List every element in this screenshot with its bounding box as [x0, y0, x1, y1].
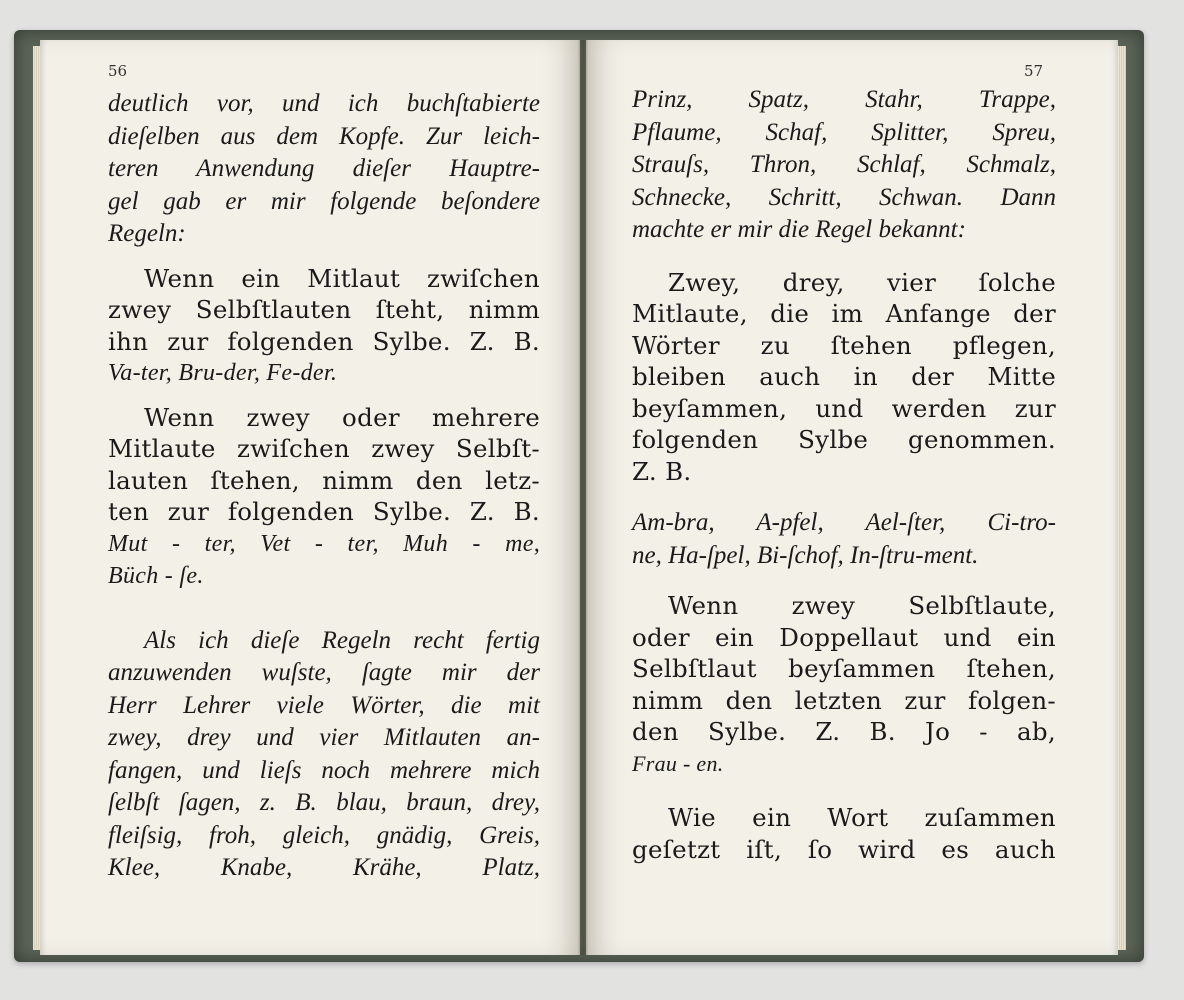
text-line: Am-bra, A-pfel, Ael-ſter, Ci-tro-: [632, 509, 1056, 536]
text-line: ten zur folgenden Sylbe. Z. B.: [108, 497, 540, 526]
left-page-text: [108, 88, 540, 885]
text-line: ſelbſt ſagen, z. B. blau, braun, drey,: [108, 789, 540, 816]
text-line: Prinz, Spatz, Stahr, Trappe,: [632, 86, 1056, 113]
text-line: geſetzt iſt, ſo wird es auch: [632, 834, 1056, 864]
text-line: ihn zur folgenden Sylbe. Z. B.: [108, 326, 540, 356]
text-line: zwey, drey und vier Mitlauten an-: [108, 724, 540, 751]
text-line: Pflaume, Schaf, Splitter, Spreu,: [632, 118, 1056, 146]
text-line: Z. B.: [632, 456, 692, 486]
text-line: zwey Selbſtlauten ſteht, nimm: [108, 295, 540, 324]
text-line: Schnecke, Schritt, Schwan. Dann: [632, 183, 1056, 211]
rule-paragraph-4: [632, 590, 1056, 780]
text-line: folgenden Sylbe genommen.: [632, 425, 1056, 454]
rule-paragraph-3: [632, 267, 1056, 488]
text-line: beyſammen, und werden zur: [632, 393, 1056, 423]
text-line: Selbſtlaut beyſammen ſtehen,: [632, 654, 1056, 683]
text-line: machte er mir die Regel bekannt:: [632, 216, 966, 243]
rule-paragraph-1: [108, 263, 540, 390]
text-line: Wie ein Wort zuſammen: [668, 803, 1056, 832]
example-line: Mut - ter, Vet - ter, Muh - me,: [108, 530, 540, 557]
text-line: Mitlaute zwiſchen zwey Selbſt-: [108, 434, 540, 463]
text-line: Regeln:: [108, 220, 186, 247]
book-gutter: [578, 40, 588, 955]
text-line: bleiben auch in der Mitte: [632, 362, 1056, 391]
example-line: Büch - ſe.: [108, 563, 204, 589]
text-line: Wörter zu ſtehen pflegen,: [632, 330, 1056, 360]
text-line: Zwey, drey, vier ſolche: [668, 267, 1056, 297]
text-line: Klee, Knabe, Krähe, Platz,: [108, 854, 540, 881]
text-line: nimm den letzten zur folgen-: [632, 685, 1056, 715]
example-line: Va-ter, Bru-der, Fe-der.: [108, 360, 338, 386]
text-line: lauten ſtehen, nimm den letz-: [108, 465, 540, 495]
text-line: Wenn ein Mitlaut zwiſchen: [144, 263, 540, 293]
text-line: den Sylbe. Z. B. Jo - ab,: [632, 717, 1056, 746]
rule-paragraph-5: [632, 802, 1056, 865]
rule-paragraph-2: [108, 402, 540, 593]
text-line: deutlich vor, und ich buchſtabierte: [108, 90, 540, 117]
example-line: Frau - en.: [632, 750, 724, 776]
text-line: dieſelben aus dem Kopfe. Zur leich-: [108, 122, 540, 150]
text-line: Wenn zwey Selbſtlaute,: [668, 591, 1056, 620]
text-line: Als ich dieſe Regeln recht fertig: [144, 626, 540, 654]
left-page-number: 56: [108, 62, 128, 80]
right-intro-paragraph: [632, 84, 1056, 247]
text-line: teren Anwendung dieſer Hauptre-: [108, 155, 540, 182]
text-line: anzuwenden wuſste, ſagte mir der: [108, 659, 540, 686]
text-line: oder ein Doppellaut und ein: [632, 622, 1056, 652]
text-line: Strauſs, Thron, Schlaf, Schmalz,: [632, 151, 1056, 178]
right-page-number: 57: [1024, 62, 1044, 80]
right-page-text: [632, 84, 1056, 865]
text-line: gel gab er mir folgende beſondere: [108, 187, 540, 215]
text-line: fangen, und lieſs noch mehrere mich: [108, 756, 540, 784]
narrative-paragraph: [108, 625, 540, 885]
page-edges-right: [1118, 46, 1126, 950]
example-paragraph: [632, 507, 1056, 572]
text-line: Mitlaute, die im Anfange der: [632, 299, 1056, 328]
left-intro-paragraph: [108, 88, 540, 251]
text-line: Wenn zwey oder mehrere: [144, 402, 540, 432]
text-line: Herr Lehrer viele Wörter, die mit: [108, 691, 540, 719]
text-line: fleiſsig, froh, gleich, gnädig, Greis,: [108, 821, 540, 849]
text-line: ne, Ha-ſpel, Bi-ſchof, In-ſtru-ment.: [632, 541, 979, 569]
